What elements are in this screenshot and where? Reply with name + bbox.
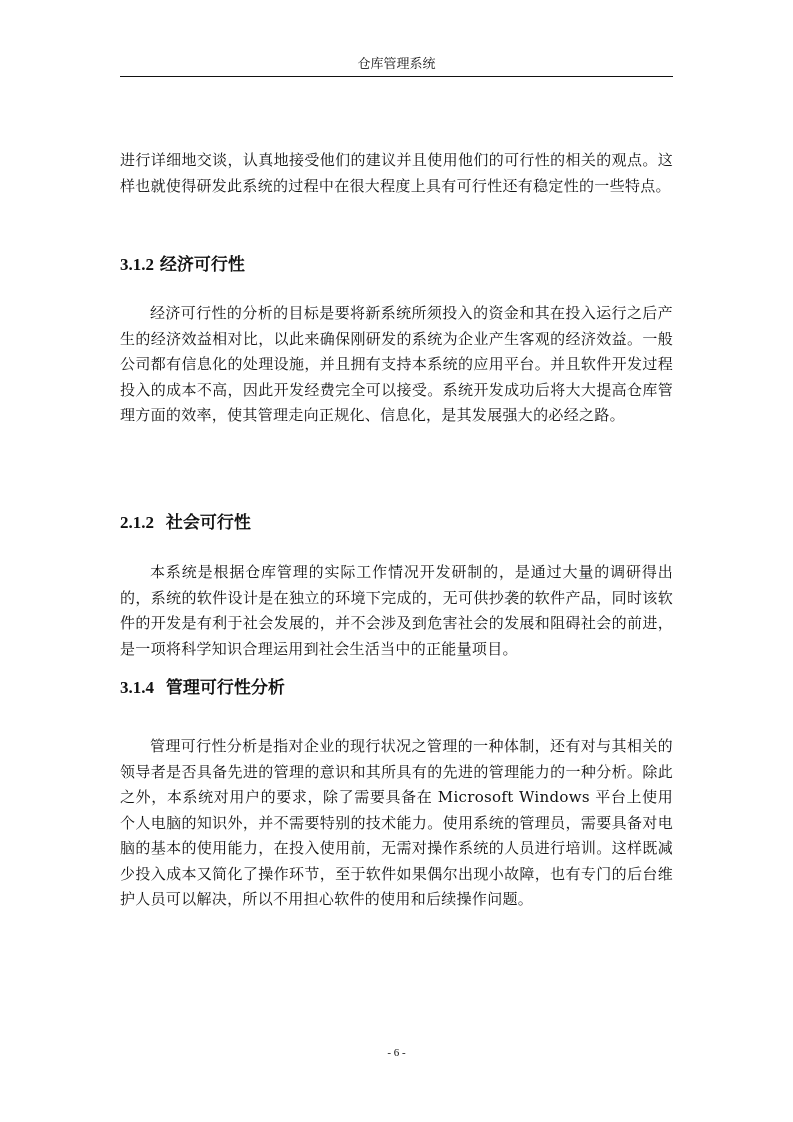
paragraph-social-feasibility: 本系统是根据仓库管理的实际工作情况开发研制的，是通过大量的调研得出的，系统的软件设计是在独立的环境下完成的，无可供抄袭的软件产品，同时该软件的开发是有利于社会发展的，并不会涉及到危害社会的发展和阻碍社会的前进，是一项将科学知识合理运用到社会生活当中的正能量项目。: [120, 563, 673, 658]
section-title: 管理可行性分析: [165, 678, 285, 698]
paragraph-economic-feasibility: 经济可行性的分析的目标是要将新系统所须投入的资金和其在投入运行之后产生的经济效益相对比，以此来确保刚研发的系统为企业产生客观的经济效益。一般公司都有信息化的处理设施，并且拥有支持本系统的应用平台。并且软件开发过程投入的成本不高，因此开发经费完全可以接受。系统开发成功后将大大提高仓库管理方面的效率，使其管理走向正规化、信息化，是其发展强大的必经之路。: [120, 304, 673, 424]
section-number: 3.1.2: [120, 255, 154, 274]
paragraph-management-feasibility: 管理可行性分析是指对企业的现行状况之管理的一种体制，还有对与其相关的领导者是否具备先进的管理的意识和其所具有的先进的管理能力的一种分析。除此之外，本系统对用户的要求，除了需要具备在 Microsoft Windows 平台上使用个人电脑的知识外，并不需要特别的技术能力。使用系统的管理员，需要具备对电脑的基本的使用能力，在投入使用前，无需对操作系统的人员进行培训。这样既减少投入成本又简化了操作环节，至于软件如果偶尔出现小故障，也有专门的后台维护人员可以解决，所以不用担心软件的使用和后续操作问题。: [120, 737, 673, 908]
section-title: 经济可行性: [159, 255, 245, 275]
paragraph-intro-continuation: 进行详细地交谈，认真地接受他们的建议并且使用他们的可行性的相关的观点。这样也就使得研发此系统的过程中在很大程度上具有可行性还有稳定性的一些特点。: [120, 151, 673, 195]
section-heading-management-feasibility: [120, 677, 285, 699]
section-number: 3.1.4: [120, 678, 154, 697]
section-heading-social-feasibility: [120, 512, 251, 534]
running-header: 仓库管理系统: [357, 57, 436, 72]
section-title: 社会可行性: [165, 513, 251, 533]
section-heading-economic-feasibility: [120, 254, 245, 276]
page-number: - 6 -: [387, 1047, 406, 1059]
header-rule: [120, 76, 673, 77]
section-number: 2.1.2: [120, 513, 154, 532]
